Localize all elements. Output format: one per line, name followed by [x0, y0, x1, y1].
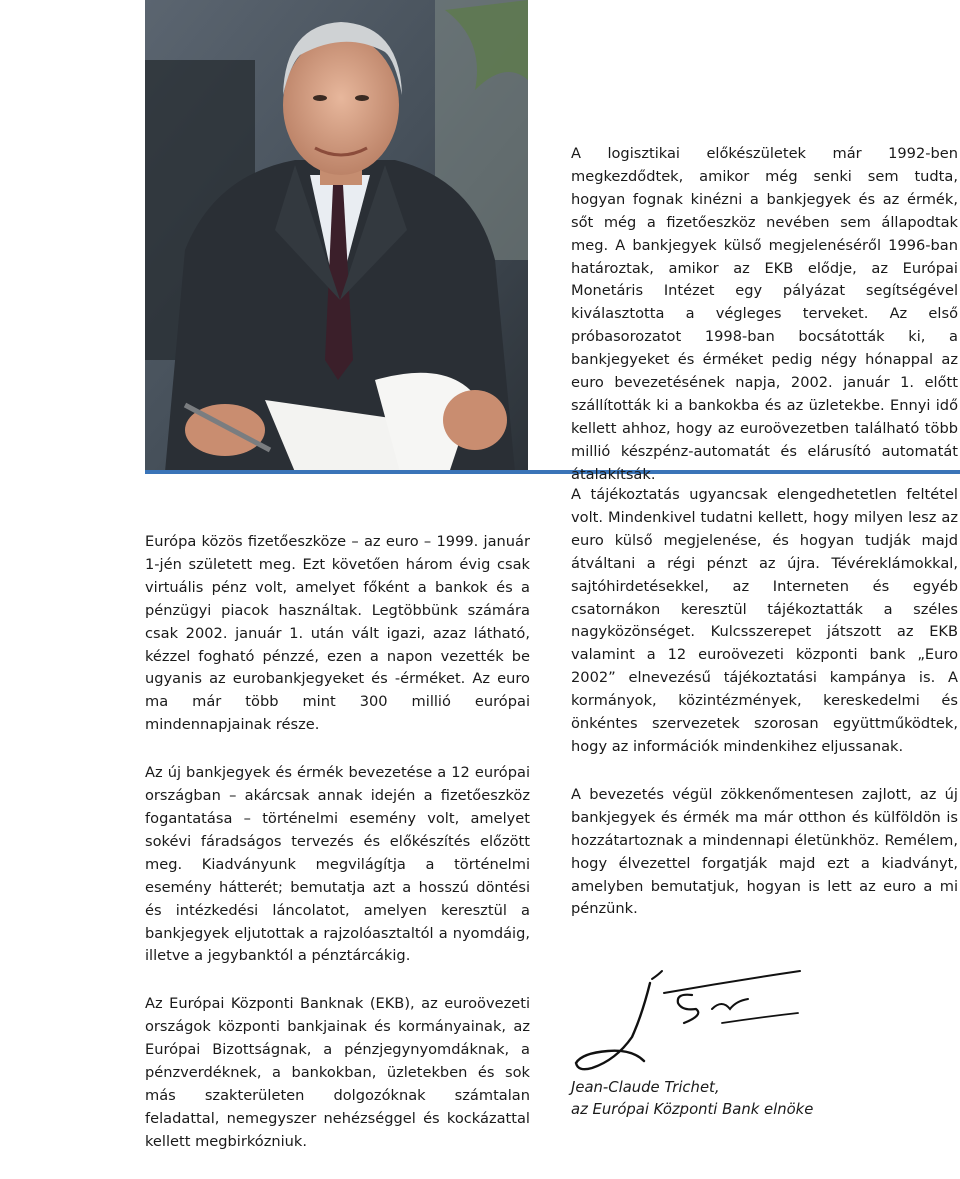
portrait-illustration — [145, 0, 528, 472]
right-bottom-paragraph-2: A bevezetés végül zökkenőmentesen zajlott, az új bankjegyek és érmék ma már otthon és külföldön is hozzátartoznak a mindennapi életünkhöz. Remélem, hogy élvezettel forgatják majd ezt a kiadványt, amelyben bemutatjuk, hogyan is lett az euro a mi pénzünk. — [571, 785, 958, 918]
right-top-paragraph-1: A logisztikai előkészületek már 1992-ben megkezdődtek, amikor még senki sem tudta, hogyan fognak kinézni a bankjegyek és az érmék, sőt még a fizetőeszköz nevében sem állapodtak meg. A bankjegyek külső megjelenéséről 1996-ban határoztak, amikor az EKB elődje, az Európai Monetáris Intézet egy pályázat segítségével kiválasztotta a végleges terveket. Az első próbasorozatot 1998-ban bocsátották ki, a bankjegyeket és érméket pedig négy hónappal az euro bevezetésének napja, 2002. január 1. előtt szállították ki a bankokba és az üzletekbe. Ennyi idő kellett ahhoz, hogy az euroövezetben található több millió készpénz-automatát és elárusító automatát átalakítsák. — [571, 145, 958, 483]
right-bottom-paragraph-1: A tájékoztatás ugyancsak elengedhetetlen feltétel volt. Mindenkivel tudatni kellett, hogy milyen lesz az euro külső megjelenése, és hogyan tudják majd átváltani a régi pénzt az újra. Tévéreklámokkal, sajtóhirdetésekkel, az Interneten és egyéb csatornákon keresztül tájékoztatták a széles nagyközönséget. Kulcsszerepet játszott az EKB valamint a 12 euroövezeti központi bank „Euro 2002” elnevezésű tájékoztatási kampánya is. A kormányok, közintézmények, kereskedelmi és önkéntes szervezetek szorosan együttműködtek, hogy az információk mindenkihez eljussanak. — [571, 486, 958, 755]
left-column — [145, 531, 530, 1179]
right-column-top — [571, 143, 958, 512]
signature-caption — [571, 1077, 871, 1121]
handwritten-signature — [572, 965, 804, 1080]
left-paragraph-1: Európa közös fizetőeszköze – az euro – 1999. január 1-jén született meg. Ezt követően három évig csak virtuális pénz volt, amelyet főként a bankok és a pénzügyi piacok használtak. Legtöbbünk számára csak 2002. január 1. után vált igazi, azaz látható, kézzel fogható pénzzé, ezen a napon vezették be ugyanis az eurobankjegyeket és -érméket. Az euro ma már több mint 300 millió európai mindennapjainak része. — [145, 533, 530, 734]
signatory-title: az Európai Központi Bank elnöke — [571, 1101, 814, 1118]
portrait-photo — [145, 0, 528, 472]
left-paragraph-3: Az Európai Központi Banknak (EKB), az euroövezeti országok központi bankjainak és kormányainak, az Európai Bizottságnak, a pénzjegynyomdáknak, a pénzverdéknek, a bankokban, üzletekben és sok más szakterületen dolgozóknak számtalan feladattal, nemegyszer nehézséggel és kockázattal kellett megbirkózniuk. — [145, 995, 530, 1150]
left-paragraph-2: Az új bankjegyek és érmék bevezetése a 12 európai országban – akárcsak annak idején a fizetőeszköz fogantatása – történelmi esemény volt, amelyet sokévi fáradságos tervezés és előkészítés előzött meg. Kiadványunk megvilágítja a történelmi esemény hátterét; bemutatja azt a hosszú döntési és intézkedési láncolatot, amelyen keresztül a bankjegyek eljutottak a rajzolóasztaltól a nyomdáig, illetve a jegybanktól a pénztárcákig. — [145, 764, 530, 965]
signatory-name: Jean-Claude Trichet, — [571, 1079, 720, 1096]
right-column-bottom — [571, 484, 958, 946]
